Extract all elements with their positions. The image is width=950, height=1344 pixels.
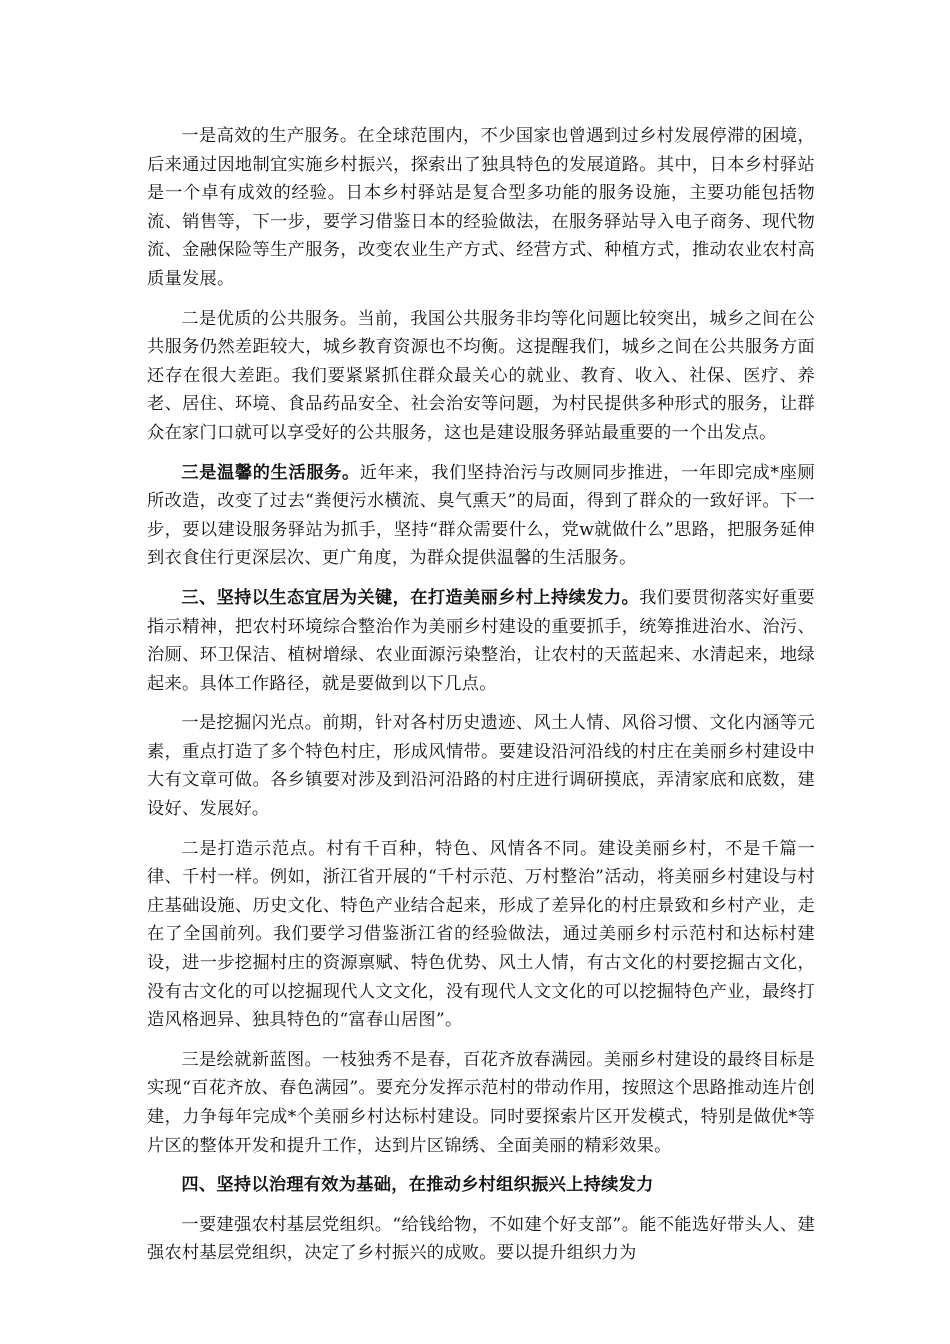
paragraph-text: 三是绘就新蓝图。一枝独秀不是春，百花齐放春满园。美丽乡村建设的最终目标是实现“百花齐放、春色满园”。要充分发挥示范村的带动作用，按照这个思路推动连片创建，力争每年完成*个美丽乡村达标村建设。同时要探索片区开发模式，特别是做优*等片区的整体开发和提升工作，达到片区锦绣、全面美丽的精彩效果。 — [147, 1049, 815, 1156]
paragraph-text: 近年来，我们坚持治污与改厕同步推进，一年即完成*座厕所改造，改变了过去“粪便污水横流、臭气熏天”的局面，得到了群众的一致好评。下一步，要以建设服务驿站为抓手，坚持“群众需要什么，党w就做什么”思路，把服务延伸到衣食住行更深层次、更广角度，为群众提供温馨的生活服务。 — [147, 462, 815, 569]
paragraph-life-service — [147, 459, 815, 573]
paragraph-blueprint — [147, 1046, 815, 1160]
paragraph-text: 我们要贯彻落实好重要指示精神，把农村环境综合整治作为美丽乡村建设的重要抓手，统筹推进治水、治污、治厕、环卫保洁、植树增绿、农业面源污染整治，让农村的天蓝起来、水清起来，地绿起来。具体工作路径，就是要做到以下几点。 — [147, 587, 815, 694]
section-heading-ecology — [147, 584, 815, 698]
section-heading-lead: 四、坚持以治理有效为基础，在推动乡村组织振兴上持续发力 — [181, 1175, 654, 1196]
paragraph-lead: 三是温馨的生活服务。 — [181, 462, 360, 483]
paragraph-text: 一是挖掘闪光点。前期，针对各村历史遗迹、风土人情、风俗习惯、文化内涵等元素，重点打造了多个特色村庄，形成风情带。要建设沿河沿线的村庄在美丽乡村建设中大有文章可做。各乡镇要对涉及到沿河沿路的村庄进行调研摸底，弄清家底和底数，建设好、发展好。 — [147, 713, 815, 820]
paragraph-highlights — [147, 709, 815, 823]
paragraph-demonstration — [147, 835, 815, 1035]
paragraph-party-organization — [147, 1211, 815, 1268]
paragraph-text: 二是优质的公共服务。当前，我国公共服务非均等化问题比较突出，城乡之间在公共服务仍然差距较大，城乡教育资源也不均衡。这提醒我们，城乡之间在公共服务方面还存在很大差距。我们要紧紧抓住群众最关心的就业、教育、收入、社保、医疗、养老、居住、环境、食品药品安全、社会治安等问题，为村民提供多种形式的服务，让群众在家门口就可以享受好的公共服务，这也是建设服务驿站最重要的一个出发点。 — [147, 308, 815, 443]
paragraph-public-service — [147, 305, 815, 448]
section-heading-governance — [147, 1171, 815, 1200]
paragraph-text: 二是打造示范点。村有千百种，特色、风情各不同。建设美丽乡村，不是千篇一律、千村一样。例如，浙江省开展的“千村示范、万村整治”活动，将美丽乡村建设与村庄基础设施、历史文化、特色产业结合起来，形成了差异化的村庄景致和乡村产业，走在了全国前列。我们要学习借鉴浙江省的经验做法，通过美丽乡村示范村和达标村建设，进一步挖掘村庄的资源禀赋、特色优势、风土人情，有古文化的村要挖掘古文化，没有古文化的可以挖掘现代人文文化，没有现代人文文化的可以挖掘特色产业，最终打造风格迥异、独具特色的“富春山居图”。 — [147, 838, 815, 1031]
paragraph-text: 一是高效的生产服务。在全球范围内，不少国家也曾遇到过乡村发展停滞的困境，后来通过因地制宜实施乡村振兴，探索出了独具特色的发展道路。其中，日本乡村驿站是一个卓有成效的经验。日本乡村驿站是复合型多功能的服务设施，主要功能包括物流、销售等，下一步，要学习借鉴日本的经验做法，在服务驿站导入电子商务、现代物流、金融保险等生产服务，改变农业生产方式、经营方式、种植方式，推动农业农村高质量发展。 — [147, 126, 815, 289]
paragraph-production-service — [147, 122, 815, 294]
paragraph-text: 一要建强农村基层党组织。“给钱给物，不如建个好支部”。能不能选好带头人、建强农村基层党组织，决定了乡村振兴的成败。要以提升组织力为 — [147, 1214, 815, 1264]
document-body — [147, 122, 815, 1279]
section-heading-lead: 三、坚持以生态宜居为关键，在打造美丽乡村上持续发力。 — [181, 587, 640, 608]
